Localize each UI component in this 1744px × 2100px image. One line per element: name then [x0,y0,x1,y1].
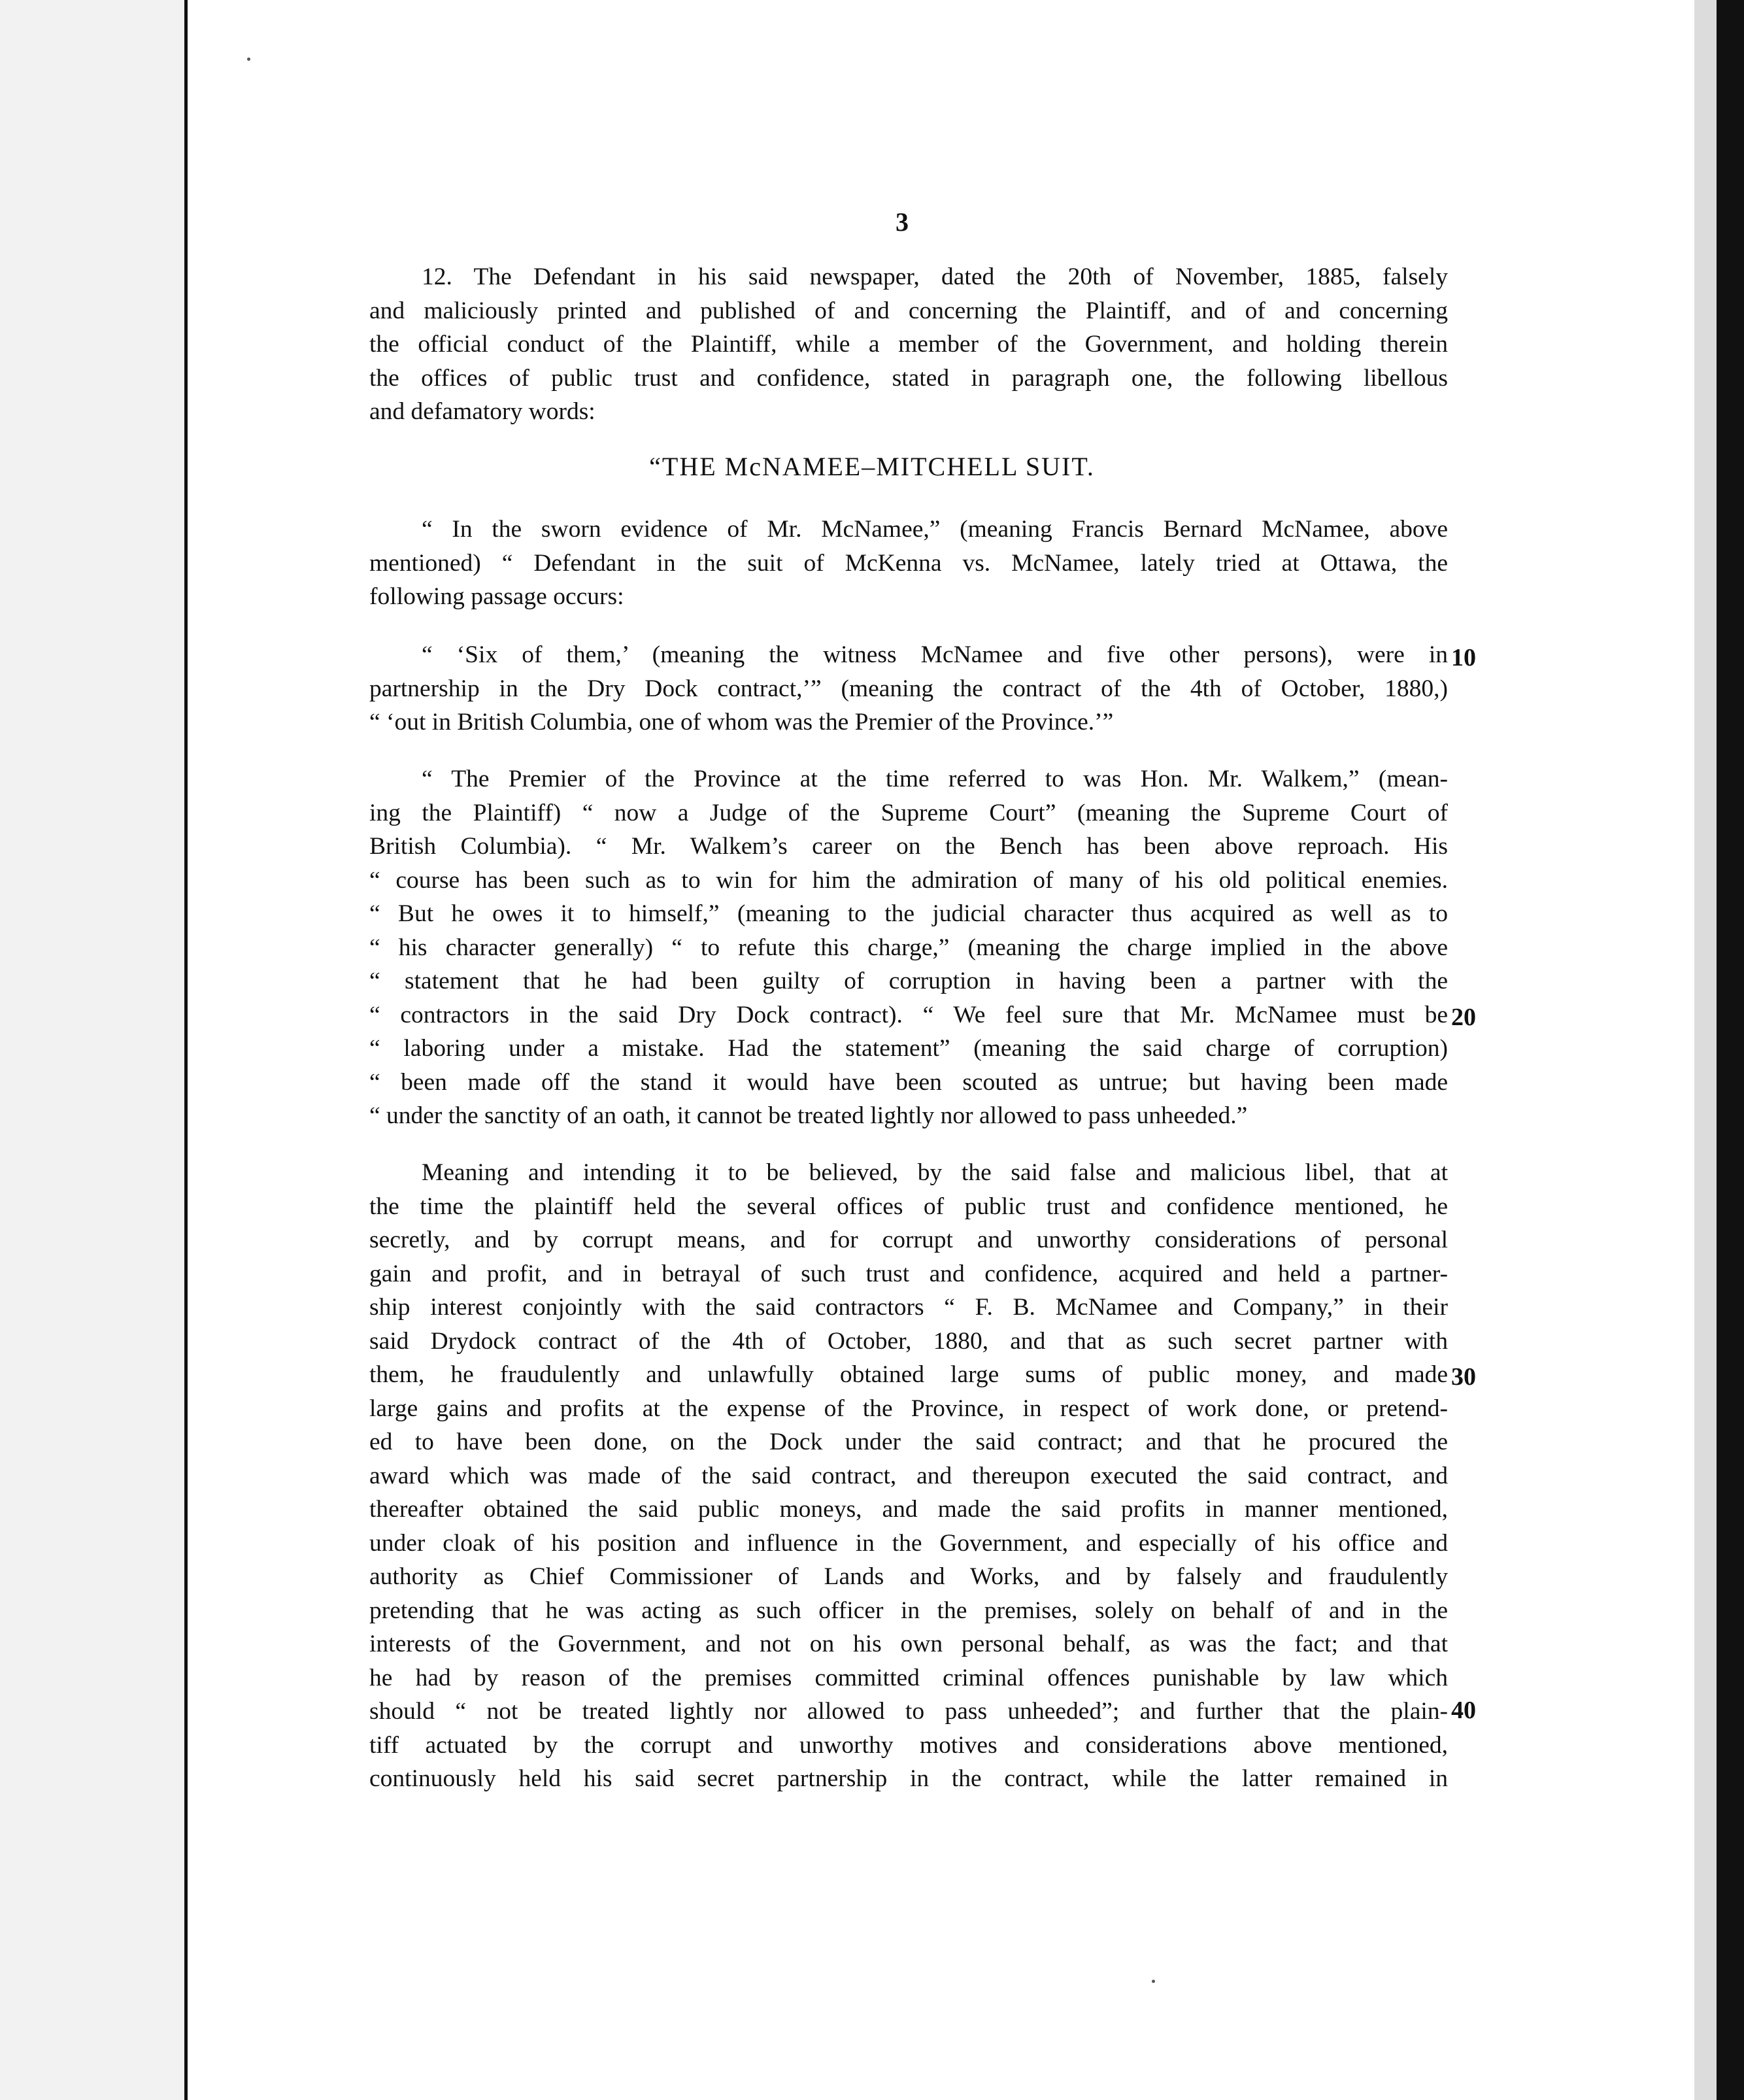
speck [247,58,250,61]
text-line: “ contractors in the said Dry Dock contract). “ We feel sure that Mr. McNamee must be [369,1001,1448,1028]
text-line: ing the Plaintiff) “ now a Judge of the Supreme Court” (meaning the Supreme Court of [369,799,1448,826]
text-line: interests of the Government, and not on his own personal behalf, as was the fact; and that [369,1631,1448,1657]
text-line: “ The Premier of the Province at the time referred to was Hon. Mr. Walkem,” (mean- [422,766,1448,792]
text-line: “ laboring under a mistake. Had the statement” (meaning the said charge of corruption) [369,1035,1448,1062]
text-line: “ But he owes it to himself,” (meaning to the judicial character thus acquired as well as to [369,900,1448,927]
text-line: the offices of public trust and confidence, stated in paragraph one, the following libellous [369,364,1448,392]
text-line: and defamatory words: [369,398,595,425]
quoted-heading: “THE McNAMEE–MITCHELL SUIT. [649,452,1095,481]
text-line: “ under the sanctity of an oath, it cannot be treated lightly nor allowed to pass unheeded.” [369,1102,1248,1129]
margin-line-number: 10 [1451,644,1476,671]
text-line: and maliciously printed and published of and concerning the Plaintiff, and of and concerning [369,297,1448,324]
text-line: “ ‘Six of them,’ (meaning the witness McNamee and five other persons), were in [422,641,1448,668]
text-line: authority as Chief Commissioner of Lands and Works, and by falsely and fraudulently [369,1563,1448,1590]
text-line: “ In the sworn evidence of Mr. McNamee,” (meaning Francis Bernard McNamee, above [422,516,1448,543]
text-line: should “ not be treated lightly nor allowed to pass unheeded”; and further that the plain- [369,1698,1448,1725]
text-line: “ his character generally) “ to refute this charge,” (meaning the charge implied in the above [369,934,1448,961]
text-line: pretending that he was acting as such officer in the premises, solely on behalf of and in the [369,1597,1448,1624]
text-line: “ course has been such as to win for him the admiration of many of his old political enemies. [369,866,1448,894]
page-fold-line [184,0,188,2100]
text-line: mentioned) “ Defendant in the suit of McKenna vs. McNamee, lately tried at Ottawa, the [369,549,1448,577]
text-line: British Columbia). “ Mr. Walkem’s career on the Bench has been above reproach. His [369,833,1448,860]
quote-premier [369,762,1448,1133]
margin-line-number: 40 [1451,1697,1476,1724]
paragraph-12 [369,260,1448,429]
text-line: said Drydock contract of the 4th of October, 1880, and that as such secret partner with [369,1327,1448,1355]
left-page-edge [0,0,184,2100]
text-line: them, he fraudulently and unlawfully obtained large sums of public money, and made [369,1361,1448,1388]
text-line: ship interest conjointly with the said contractors “ F. B. McNamee and Company,” in their [369,1294,1448,1321]
margin-line-number: 30 [1451,1363,1476,1391]
meaning-paragraph [369,1156,1448,1796]
quote-six-of-them [369,638,1448,739]
text-line: the time the plaintiff held the several offices of public trust and confidence mentioned, he [369,1193,1448,1220]
text-line: large gains and profits at the expense of the Province, in respect of work done, or pretend- [369,1395,1448,1422]
text-line: under cloak of his position and influence in the Government, and especially of his office and [369,1529,1448,1557]
text-line: ed to have been done, on the Dock under the said contract; and that he procured the [369,1429,1448,1455]
right-page-edge [1717,0,1744,2100]
right-page-shadow [1694,0,1717,2100]
text-line: Meaning and intending it to be believed, by the said false and malicious libel, that at [422,1159,1448,1186]
text-line: 12. The Defendant in his said newspaper, dated the 20th of November, 1885, falsely [422,263,1448,290]
text-line: partnership in the Dry Dock contract,’” (meaning the contract of the 4th of October, 1880,) [369,675,1448,702]
text-line: he had by reason of the premises committed criminal offences punishable by law which [369,1664,1448,1691]
margin-line-number: 20 [1451,1004,1476,1031]
text-line: continuously held his said secret partnership in the contract, while the latter remained in [369,1765,1448,1792]
text-line: award which was made of the said contract, and thereupon executed the said contract, and [369,1462,1448,1489]
text-line: “ ‘out in British Columbia, one of whom was the Premier of the Province.’” [369,709,1114,736]
text-line: “ statement that he had been guilty of corruption in having been a partner with the [369,968,1448,994]
speck [1152,1980,1155,1983]
page-number: 3 [896,207,909,237]
text-line: thereafter obtained the said public moneys, and made the said profits in manner mentioned, [369,1496,1448,1523]
text-line: secretly, and by corrupt means, and for corrupt and unworthy considerations of personal [369,1227,1448,1253]
quote-intro [369,513,1448,614]
text-line: gain and profit, and in betrayal of such trust and confidence, acquired and held a partner- [369,1260,1448,1287]
text-line: the official conduct of the Plaintiff, while a member of the Government, and holding therein [369,331,1448,358]
text-line: tiff actuated by the corrupt and unworthy motives and considerations above mentioned, [369,1731,1448,1759]
text-line: “ been made off the stand it would have been scouted as untrue; but having been made [369,1068,1448,1096]
text-line: following passage occurs: [369,583,624,610]
